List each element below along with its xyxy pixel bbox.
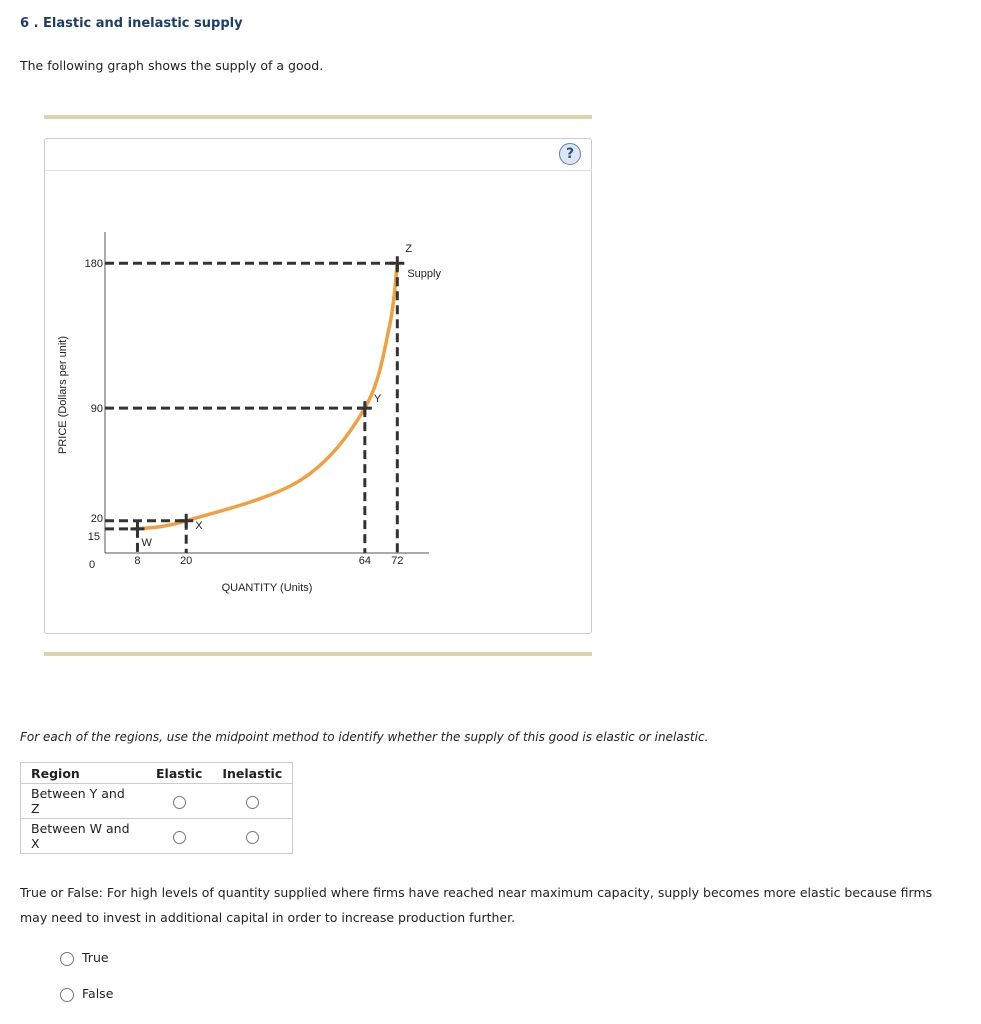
x-axis-label: QUANTITY (Units)	[221, 582, 313, 594]
region-label: Between W and X	[21, 819, 147, 854]
x-tick-label: 20	[180, 555, 193, 567]
intro-text: The following graph shows the supply of a good.	[20, 58, 324, 73]
radio-wx-elastic[interactable]	[173, 831, 186, 844]
x-tick-label: 72	[391, 555, 404, 567]
table-row	[21, 819, 293, 854]
point-label: X	[195, 519, 203, 532]
x-tick-label: 8	[134, 555, 141, 567]
point-marker-X	[179, 514, 193, 528]
question-title: 6 . Elastic and inelastic supply	[20, 16, 243, 31]
header-elastic: Elastic	[146, 763, 212, 784]
option-label: True	[82, 950, 109, 965]
point-marker-W	[130, 522, 144, 536]
option-true[interactable]	[60, 950, 109, 966]
point-label: Z	[405, 243, 413, 256]
help-icon[interactable]: ?	[559, 143, 581, 165]
radio-yz-inelastic[interactable]	[246, 796, 259, 809]
radio-false[interactable]	[60, 988, 74, 1002]
header-region: Region	[21, 763, 147, 784]
option-label: False	[82, 986, 114, 1001]
radio-true[interactable]	[60, 952, 74, 966]
elasticity-table	[20, 762, 293, 854]
origin-label: 0	[88, 559, 96, 571]
y-tick-label: 90	[90, 403, 103, 416]
y-tick-label: 20	[90, 512, 103, 525]
instructions: For each of the regions, use the midpoint method to identify whether the supply of this good is elastic or inelastic.	[20, 730, 709, 744]
table-row	[21, 784, 293, 819]
supply-curve	[137, 263, 397, 529]
radio-yz-elastic[interactable]	[173, 796, 186, 809]
point-label: Y	[373, 393, 382, 406]
x-tick-label: 64	[358, 555, 371, 567]
series-label: Supply	[407, 268, 441, 281]
region-label: Between Y and Z	[21, 784, 147, 819]
y-axis-label: PRICE (Dollars per unit)	[57, 336, 69, 454]
point-marker-Z	[390, 256, 404, 270]
point-label: W	[141, 536, 152, 549]
y-tick-label: 15	[87, 530, 100, 543]
y-tick-label: 180	[84, 258, 103, 271]
header-inelastic: Inelastic	[212, 763, 292, 784]
option-false[interactable]	[60, 986, 113, 1002]
radio-wx-inelastic[interactable]	[246, 831, 259, 844]
true-false-question: True or False: For high levels of quantity supplied where firms have reached near maximum capacity, supply becomes more elastic because firms may need to invest in additional capital in order to increase production further.	[20, 885, 933, 925]
